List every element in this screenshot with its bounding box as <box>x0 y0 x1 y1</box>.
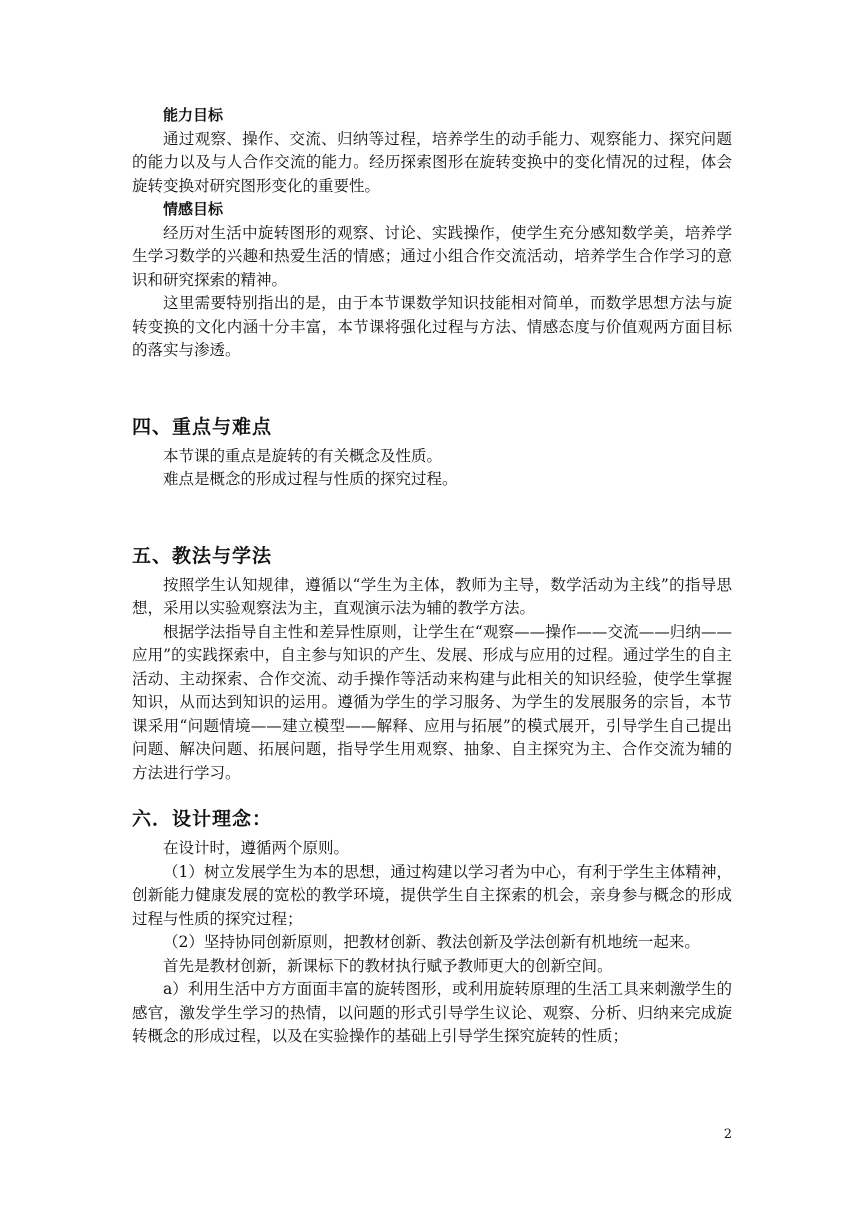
difficulty-paragraph: 难点是概念的形成过程与性质的探究过程。 <box>163 470 458 488</box>
design-paragraph-3: （2）坚持协同创新原则，把教材创新、教法创新及学法创新有机地统一起来。 <box>163 933 700 951</box>
design-paragraph-4: 首先是教材创新，新课标下的教材执行赋予教师更大的创新空间。 <box>163 956 613 975</box>
emotion-goal-paragraph: 经历对生活中旋转图形的观察、讨论、实践操作，使学生充分感知数学美，培养学生学习数学的兴趣和热爱生活的情感；通过小组合作交流活动，培养学生合作学习的意识和研究探索的精神。 <box>132 223 732 289</box>
methods-paragraph-1: 按照学生认知规律，遵循以“学生为主体，教师为主导，数学活动为主线”的指导思想，采用以实验观察法为主，直观演示法为辅的教学方法。 <box>132 575 732 617</box>
ability-goal-paragraph: 通过观察、操作、交流、归纳等过程，培养学生的动手能力、观察能力、探究问题的能力以及与人合作交流的能力。经历探索图形在旋转变换中的变化情况的过程，体会旋转变换对研究图形变化的重要性。 <box>132 129 732 195</box>
page-number: 2 <box>723 1127 732 1142</box>
design-paragraph-1: 在设计时，遵循两个原则。 <box>163 839 350 857</box>
methods-paragraph-2: 根据学法指导自主性和差异性原则，让学生在“观察——操作——交流——归纳——应用”的实践探索中，自主参与知识的产生、发展、形成与应用的过程。通过学生的自主活动、主动探索、合作交流、动手操作等活动来构建与此相关的知识经验，使学生掌握知识，从而达到知识的运用。遵循为学生的学习服务、为学生的发展服务的宗旨，本节课采用“问题情境——建立模型——解释、应用与拓展”的模式展开，引导学生自己提出问题、解决问题、拓展问题，指导学生用观察、抽象、自主探究为主、合作交流为辅的方法进行学习。 <box>132 622 732 782</box>
design-paragraph-5: a）利用生活中方方面面丰富的旋转图形，或利用旋转原理的生活工具来刺激学生的感官，激发学生学习的热情，以问题的形式引导学生议论、观察、分析、归纳来完成旋转概念的形成过程，以及在实验操作的基础上引导学生探究旋转的性质； <box>132 980 732 1045</box>
design-paragraph-2: （1）树立发展学生为本的思想，通过构建以学习者为中心，有利于学生主体精神，创新能力健康发展的宽松的教学环境，提供学生自主探索的机会，亲身参与概念的形成过程与性质的探究过程； <box>132 862 732 928</box>
key-points-heading: 四、重点与难点 <box>132 415 273 438</box>
emphasis-paragraph: 这里需要特别指出的是，由于本节课数学知识技能相对简单，而数学思想方法与旋转变换的文化内涵十分丰富，本节课将强化过程与方法、情感态度与价值观两方面目标的落实与渗透。 <box>132 294 732 359</box>
emotion-goal-heading: 情感目标 <box>163 200 224 218</box>
methods-heading: 五、教法与学法 <box>132 544 273 567</box>
key-point-paragraph: 本节课的重点是旋转的有关概念及性质。 <box>163 446 443 465</box>
design-heading: 六．设计理念： <box>132 808 273 830</box>
ability-goal-heading: 能力目标 <box>163 106 224 124</box>
page-content <box>132 104 732 1049</box>
